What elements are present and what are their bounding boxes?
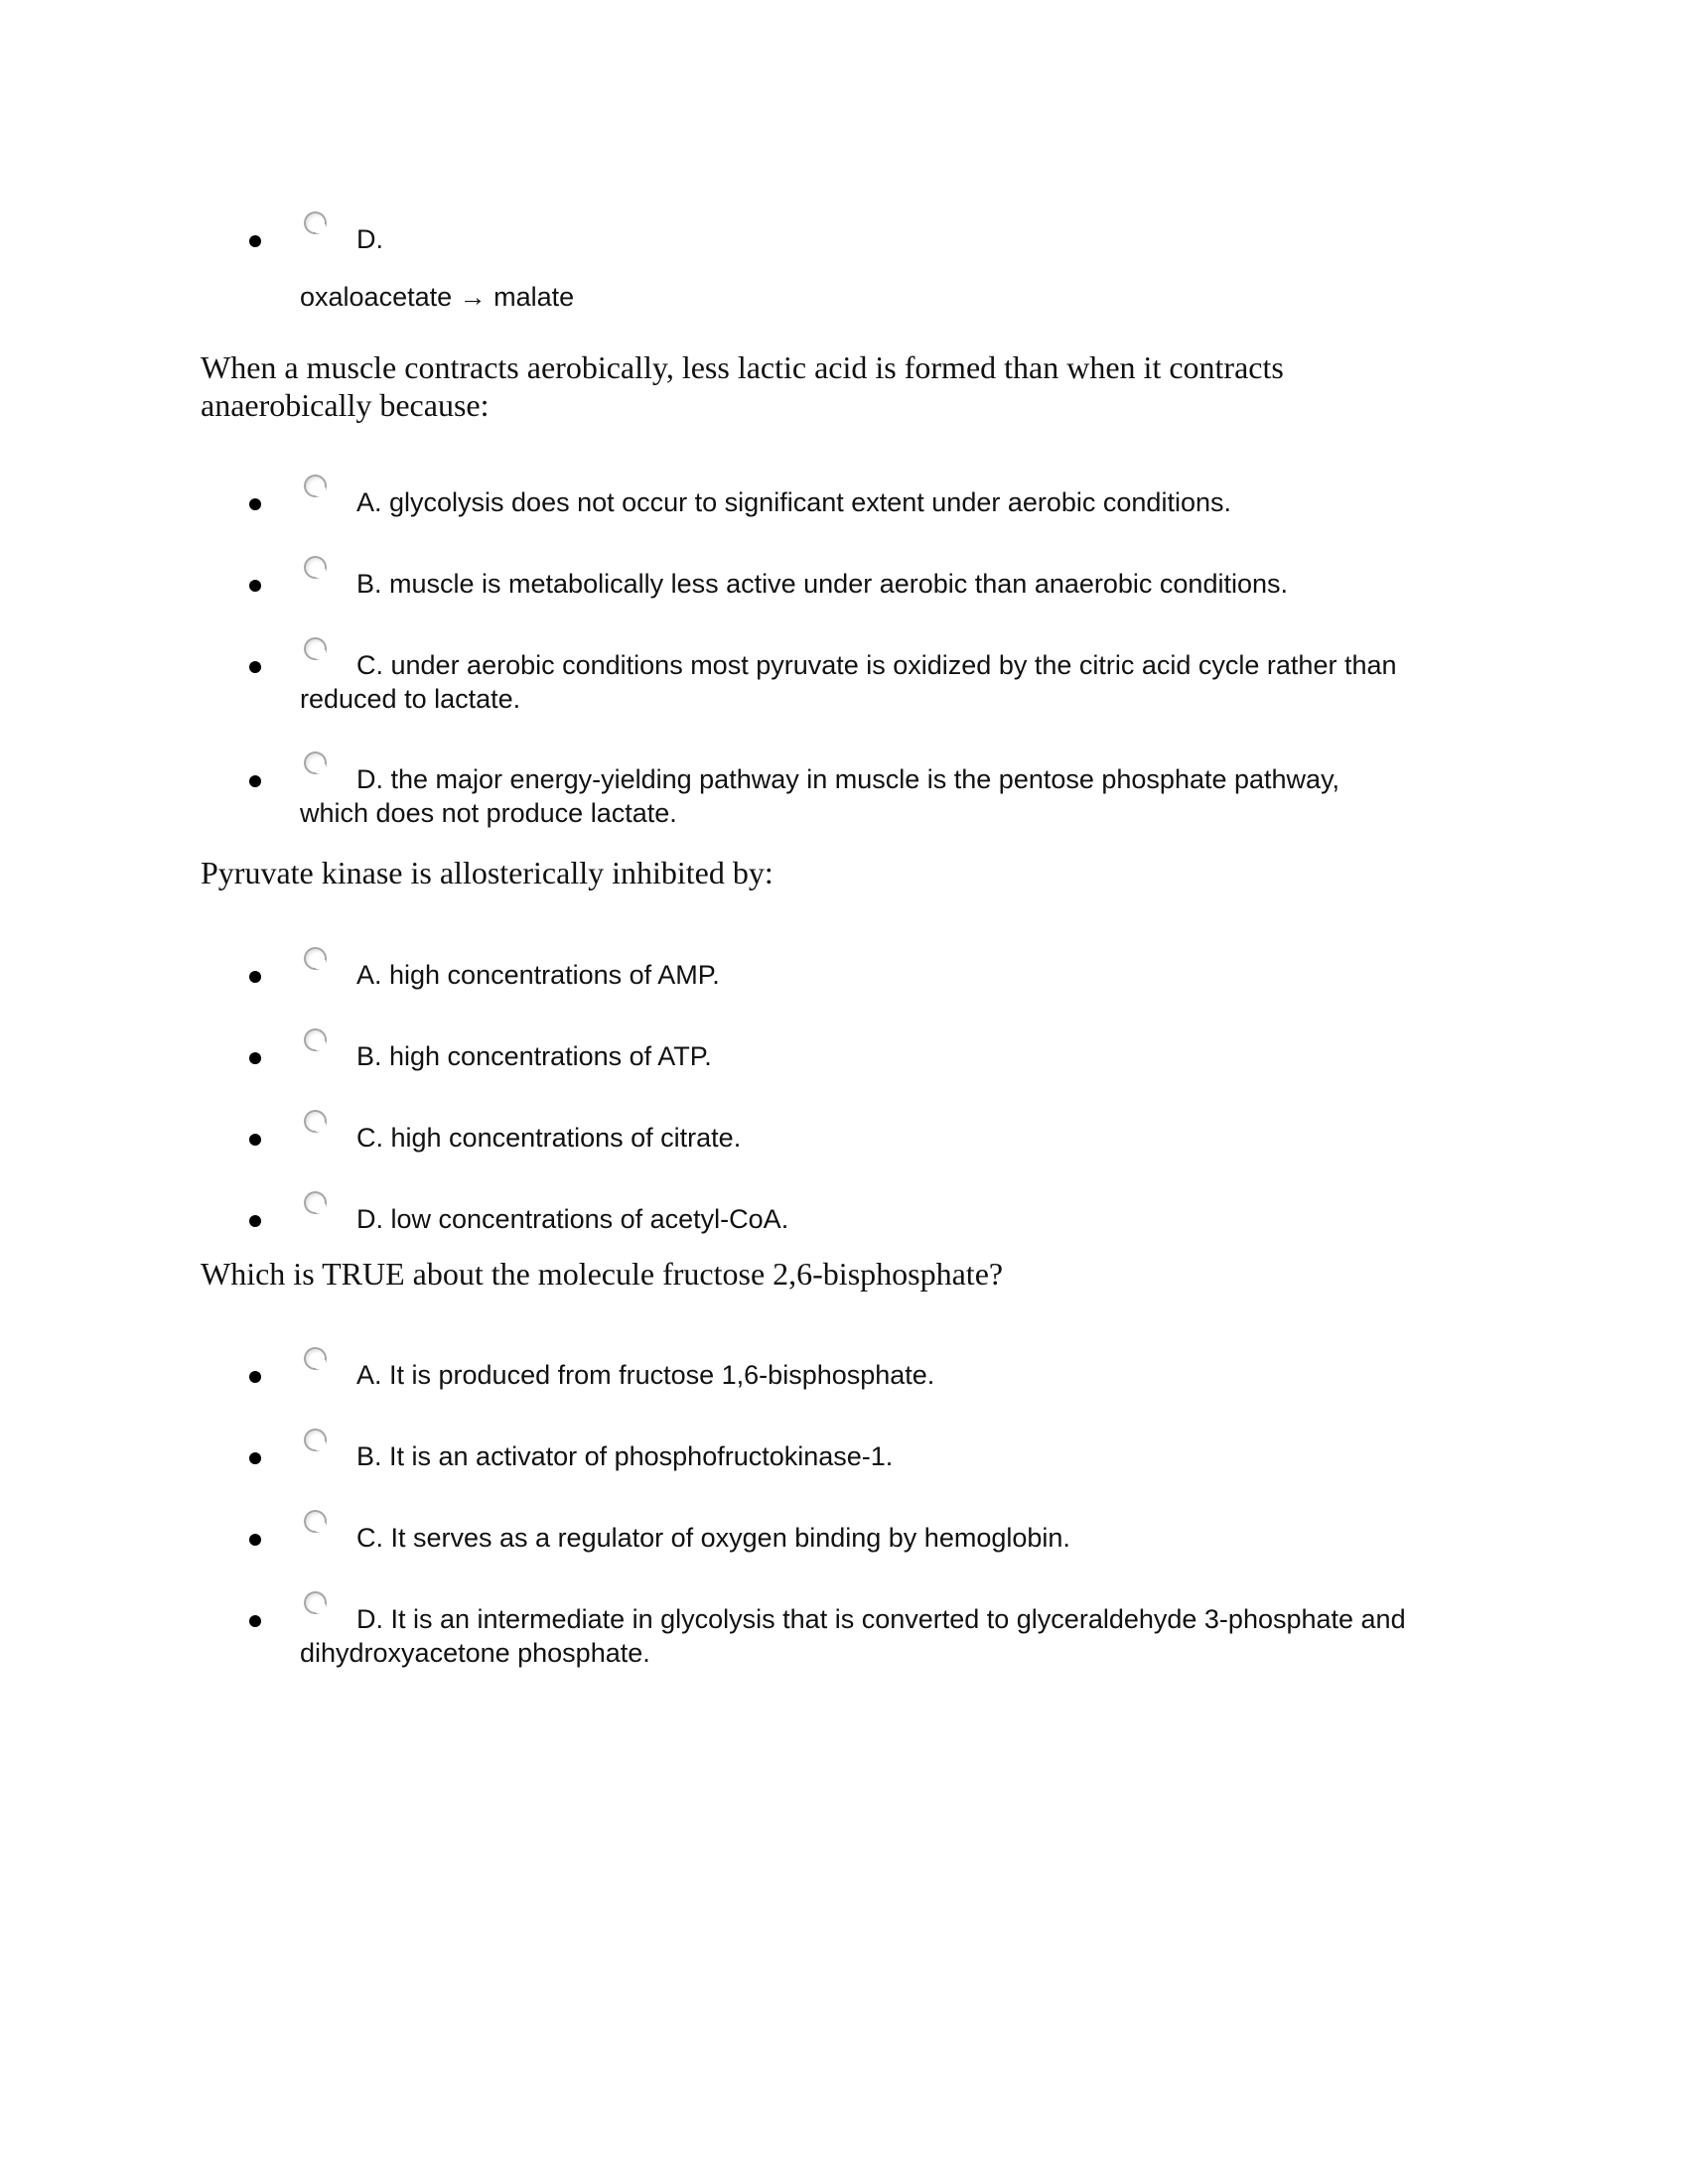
question-prompt: Pyruvate kinase is allosterically inhibited by: — [201, 855, 774, 890]
option-text: C. high concentrations of citrate. — [356, 1123, 742, 1153]
radio-option-d[interactable] — [304, 211, 327, 234]
bullet — [249, 1134, 261, 1146]
option-text: B. high concentrations of ATP. — [356, 1041, 712, 1071]
bullet — [249, 498, 261, 510]
bullet — [249, 1215, 261, 1227]
radio-option-c[interactable] — [304, 1110, 327, 1133]
question-prompt: Which is TRUE about the molecule fructose 2,6-bisphosphate? — [201, 1256, 1004, 1292]
option-text: A. high concentrations of AMP. — [356, 960, 720, 990]
option-text: D. low concentrations of acetyl-CoA. — [356, 1204, 789, 1234]
option-text: C. It serves as a regulator of oxygen binding by hemoglobin. — [356, 1523, 1070, 1553]
bullet — [249, 775, 261, 787]
bullet — [249, 1052, 261, 1064]
option-text: A. glycolysis does not occur to significant extent under aerobic conditions. — [356, 487, 1231, 517]
option-label: D. — [356, 224, 383, 254]
option-text: B. It is an activator of phosphofructokinase-1. — [356, 1441, 894, 1471]
radio-option-c[interactable] — [304, 1510, 327, 1533]
bullet — [249, 580, 261, 592]
bullet — [249, 971, 261, 983]
option-text-cont: reduced to lactate. — [300, 684, 521, 714]
option-text: D. It is an intermediate in glycolysis that is converted to glyceraldehyde 3-phosphate and — [356, 1604, 1406, 1634]
option-text: C. under aerobic conditions most pyruvate is oxidized by the citric acid cycle rather than — [356, 650, 1397, 680]
option-text: B. muscle is metabolically less active under aerobic than anaerobic conditions. — [356, 569, 1288, 599]
option-text: oxaloacetate → malate — [300, 282, 575, 312]
bullet — [249, 1452, 261, 1464]
option-text: D. the major energy-yielding pathway in muscle is the pentose phosphate pathway, — [356, 764, 1340, 794]
radio-option-b[interactable] — [304, 1028, 327, 1051]
question-prompt: When a muscle contracts aerobically, less lactic acid is formed than when it contracts — [201, 349, 1284, 385]
radio-option-b[interactable] — [304, 556, 327, 579]
bullet — [249, 235, 261, 247]
bullet — [249, 1371, 261, 1383]
question-prompt-cont: anaerobically because: — [201, 387, 490, 423]
bullet — [249, 1534, 261, 1546]
radio-option-c[interactable] — [304, 637, 327, 660]
radio-option-a[interactable] — [304, 947, 327, 970]
option-text-cont: which does not produce lactate. — [300, 798, 677, 828]
radio-option-d[interactable] — [304, 1591, 327, 1614]
option-text-cont: dihydroxyacetone phosphate. — [300, 1638, 650, 1668]
bullet — [249, 661, 261, 673]
radio-option-b[interactable] — [304, 1429, 327, 1451]
option-text: A. It is produced from fructose 1,6-bisphosphate. — [356, 1360, 935, 1390]
radio-option-a[interactable] — [304, 475, 327, 497]
bullet — [249, 1615, 261, 1627]
radio-option-d[interactable] — [304, 1191, 327, 1214]
radio-option-d[interactable] — [304, 751, 327, 774]
radio-option-a[interactable] — [304, 1347, 327, 1370]
